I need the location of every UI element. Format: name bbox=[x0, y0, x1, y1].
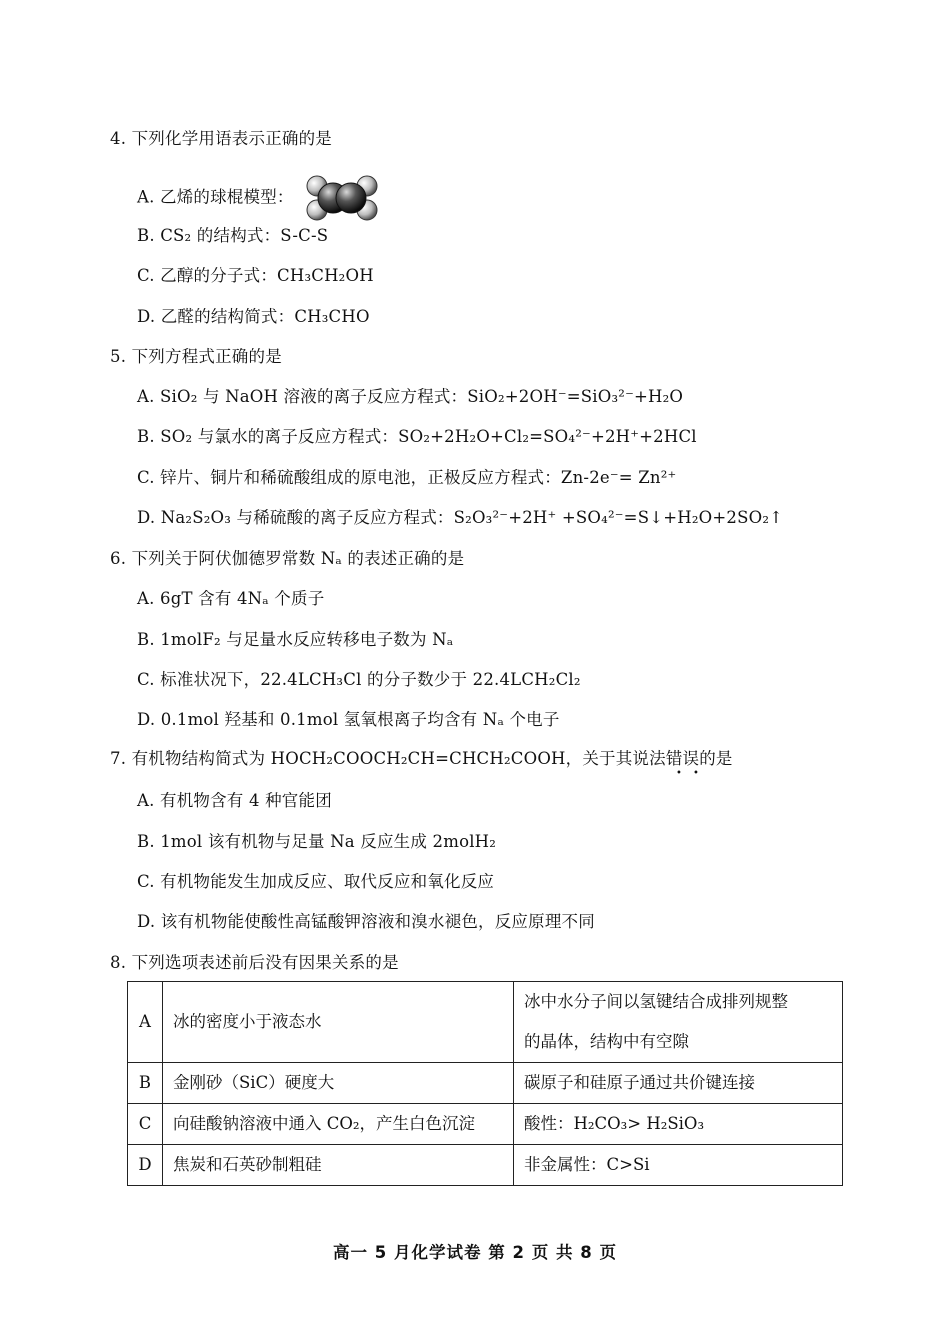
row-statement: 金刚砂（SiC）硬度大 bbox=[163, 1063, 514, 1104]
q4-stem: 4. 下列化学用语表示正确的是 bbox=[110, 129, 332, 148]
page-footer: 高一 5 月化学试卷 第 2 页 共 8 页 bbox=[333, 1243, 617, 1262]
q5-option-a: A. SiO₂ 与 NaOH 溶液的离子反应方程式：SiO₂+2OH⁻=SiO₃²⁻+H₂O bbox=[137, 387, 684, 406]
q7-option-b: B. 1mol 该有机物与足量 Na 反应生成 2molH₂ bbox=[137, 832, 497, 851]
row-label: C bbox=[128, 1104, 163, 1145]
q6-option-d: D. 0.1mol 羟基和 0.1mol 氢氧根离子均含有 Nₐ 个电子 bbox=[137, 710, 560, 729]
q7-option-a: A. 有机物含有 4 种官能团 bbox=[137, 791, 332, 810]
q4-option-a-text: A. 乙烯的球棍模型： bbox=[137, 187, 294, 207]
q8-table bbox=[127, 981, 843, 1186]
table-row bbox=[128, 1063, 843, 1104]
row-reason: 碳原子和硅原子通过共价键连接 bbox=[514, 1063, 843, 1104]
q5-option-b: B. SO₂ 与氯水的离子反应方程式：SO₂+2H₂O+Cl₂=SO₄²⁻+2H⁺+2HCl bbox=[137, 427, 697, 446]
q8-stem: 8. 下列选项表述前后没有因果关系的是 bbox=[110, 953, 399, 972]
row-statement: 向硅酸钠溶液中通入 CO₂，产生白色沉淀 bbox=[163, 1104, 514, 1145]
q4-option-a bbox=[137, 174, 379, 222]
row-statement: 冰的密度小于液态水 bbox=[163, 982, 514, 1063]
q7-option-c: C. 有机物能发生加成反应、取代反应和氧化反应 bbox=[137, 872, 495, 891]
q6-option-b: B. 1molF₂ 与足量水反应转移电子数为 Nₐ bbox=[137, 630, 454, 649]
q4-option-b: B. CS₂ 的结构式：S-C-S bbox=[137, 226, 329, 245]
table-row bbox=[128, 982, 843, 1063]
q5-option-c: C. 锌片、铜片和稀硫酸组成的原电池，正极反应方程式：Zn-2e⁻= Zn²⁺ bbox=[137, 468, 677, 487]
q4-option-d: D. 乙醛的结构简式：CH₃CHO bbox=[137, 307, 370, 326]
row-label: A bbox=[128, 982, 163, 1063]
q4-option-c: C. 乙醇的分子式：CH₃CH₂OH bbox=[137, 266, 374, 285]
q5-stem: 5. 下列方程式正确的是 bbox=[110, 347, 282, 366]
row-reason-line: 的晶体，结构中有空隙 bbox=[524, 1032, 689, 1051]
row-reason bbox=[514, 982, 843, 1063]
table-row bbox=[128, 1104, 843, 1145]
table-row bbox=[128, 1145, 843, 1186]
q7-stem: 7. 有机物结构简式为 HOCH₂COOCH₂CH=CHCH₂COOH，关于其说法错误的是 bbox=[110, 749, 733, 768]
q7-option-d: D. 该有机物能使酸性高锰酸钾溶液和溴水褪色，反应原理不同 bbox=[137, 912, 595, 931]
q5-option-d: D. Na₂S₂O₃ 与稀硫酸的离子反应方程式：S₂O₃²⁻+2H⁺ +SO₄²⁻=S↓+H₂O+2SO₂↑ bbox=[137, 508, 784, 527]
q6-stem: 6. 下列关于阿伏伽德罗常数 Nₐ 的表述正确的是 bbox=[110, 549, 465, 568]
row-label: B bbox=[128, 1063, 163, 1104]
ethylene-ball-model-icon bbox=[305, 174, 379, 222]
row-statement: 焦炭和石英砂制粗硅 bbox=[163, 1145, 514, 1186]
row-label: D bbox=[128, 1145, 163, 1186]
q6-option-c: C. 标准状况下，22.4LCH₃Cl 的分子数少于 22.4LCH₂Cl₂ bbox=[137, 670, 581, 689]
emphasis-dot: • bbox=[676, 768, 682, 779]
row-reason: 非金属性：C>Si bbox=[514, 1145, 843, 1186]
row-reason: 酸性：H₂CO₃> H₂SiO₃ bbox=[514, 1104, 843, 1145]
q6-option-a: A. 6gT 含有 4Nₐ 个质子 bbox=[137, 589, 325, 608]
row-reason-line: 冰中水分子间以氢键结合成排列规整 bbox=[524, 992, 788, 1011]
emphasis-dot: • bbox=[693, 768, 699, 779]
